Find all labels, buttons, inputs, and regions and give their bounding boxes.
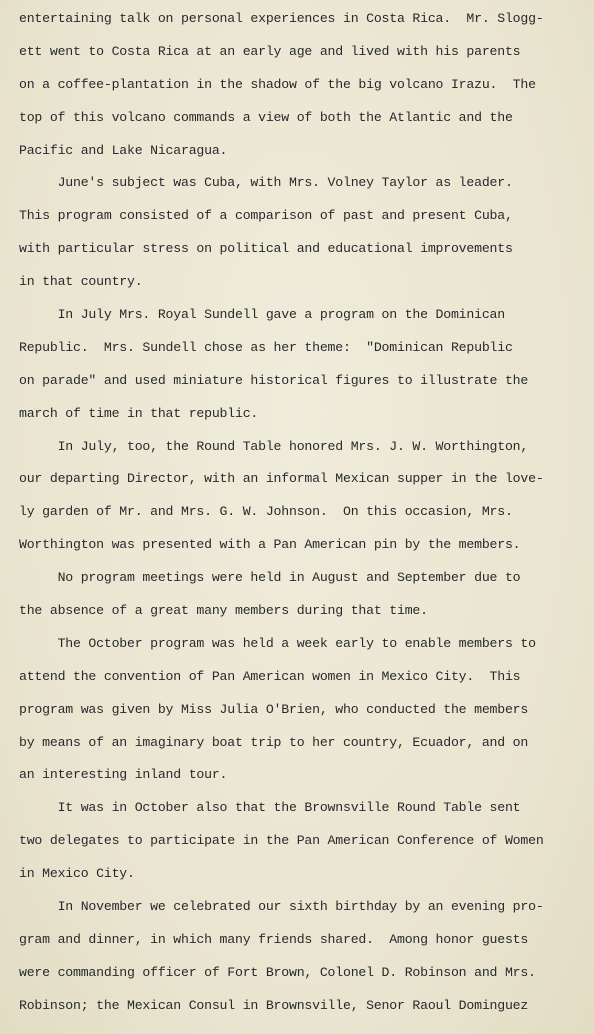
text-line: In November we celebrated our sixth birthday by an evening pro- (19, 899, 544, 915)
text-line: in that country. (19, 274, 143, 290)
text-line: in Mexico City. (19, 866, 135, 882)
text-line: Robinson; the Mexican Consul in Brownsville, Senor Raoul Dominguez (19, 997, 529, 1013)
text-line: on a coffee-plantation in the shadow of the big volcano Irazu. The (19, 76, 536, 92)
text-line: two delegates to participate in the Pan American Conference of Women (19, 833, 544, 849)
text-line: gram and dinner, in which many friends shared. Among honor guests (19, 931, 529, 947)
text-line: Republic. Mrs. Sundell chose as her theme: "Dominican Republic (19, 339, 513, 355)
text-line: march of time in that republic. (19, 405, 259, 421)
text-line: an interesting inland tour. (19, 767, 228, 783)
text-line: by means of an imaginary boat trip to her country, Ecuador, and on (19, 734, 529, 750)
text-line: entertaining talk on personal experiences in Costa Rica. Mr. Slogg- (19, 11, 544, 26)
text-line: top of this volcano commands a view of both the Atlantic and the (19, 109, 513, 125)
text-line: The October program was held a week early to enable members to (19, 635, 536, 651)
text-line: program was given by Miss Julia O'Brien, who conducted the members (19, 701, 529, 717)
text-line: our departing Director, with an informal Mexican supper in the love- (19, 471, 544, 487)
text-line: In July, too, the Round Table honored Mrs. J. W. Worthington, (19, 438, 529, 454)
text-line: attend the convention of Pan American women in Mexico City. This (19, 668, 521, 684)
text-line: Pacific and Lake Nicaragua. (19, 142, 228, 158)
text-line: the absence of a great many members during that time. (19, 603, 428, 619)
text-line: ett went to Costa Rica at an early age and lived with his parents (19, 43, 521, 59)
text-line: on parade" and used miniature historical figures to illustrate the (19, 372, 529, 388)
text-line: with particular stress on political and educational improvements (19, 241, 513, 257)
text-line: In July Mrs. Royal Sundell gave a program on the Dominican (19, 307, 505, 323)
text-line: It was in October also that the Brownsville Round Table sent (19, 800, 521, 816)
text-line: This program consisted of a comparison of past and present Cuba, (19, 208, 513, 224)
text-line: No program meetings were held in August and September due to (19, 570, 521, 586)
text-line: Worthington was presented with a Pan American pin by the members. (19, 537, 521, 553)
text-line: were commanding officer of Fort Brown, Colonel D. Robinson and Mrs. (19, 964, 536, 980)
text-line: June's subject was Cuba, with Mrs. Volney Taylor as leader. (19, 175, 513, 191)
text-line: ly garden of Mr. and Mrs. G. W. Johnson. On this occasion, Mrs. (19, 504, 513, 520)
